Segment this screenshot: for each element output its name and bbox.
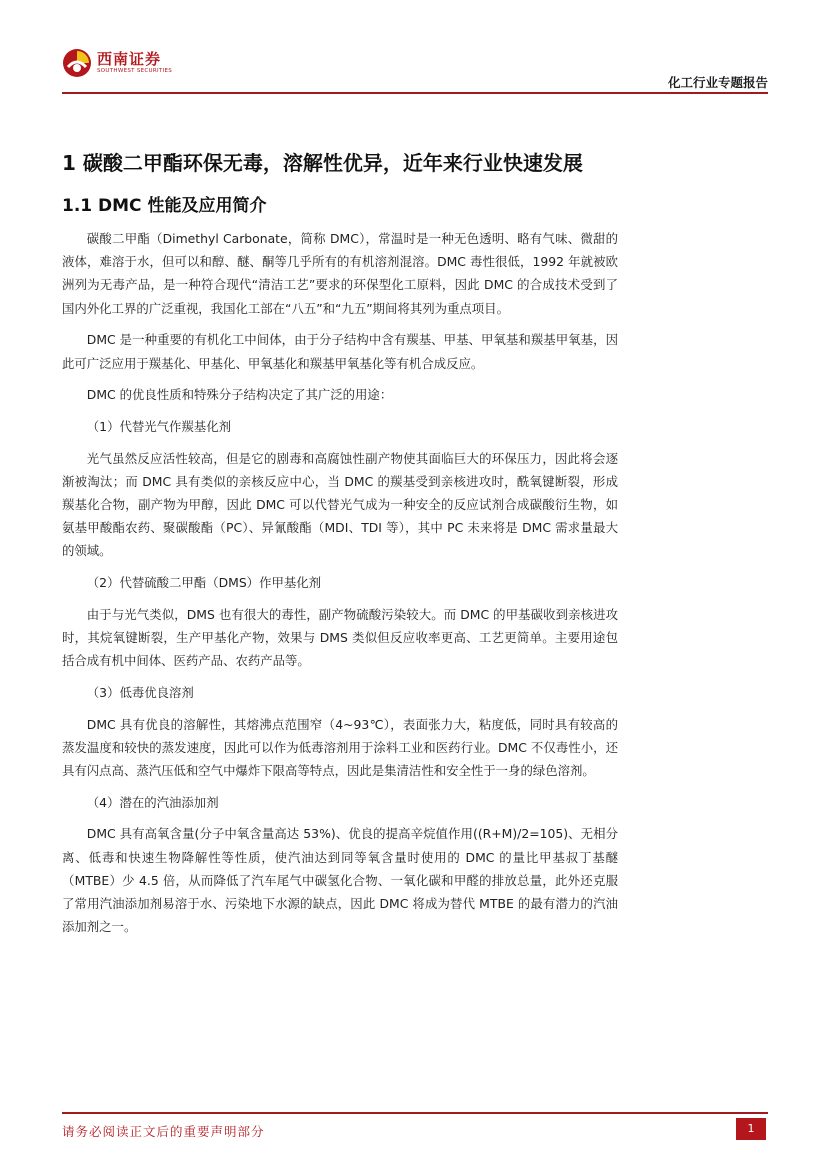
subsection-title: 1.1 DMC 性能及应用简介 bbox=[62, 196, 267, 216]
section-title: 1 碳酸二甲酯环保无毒，溶解性优异，近年来行业快速发展 bbox=[62, 151, 583, 175]
logo-name-en: SOUTHWEST SECURITIES bbox=[97, 67, 173, 74]
report-type-label: 化工行业专题报告 bbox=[667, 75, 768, 90]
paragraph: DMC 具有优良的溶解性，其熔沸点范围窄（4~93℃），表面张力大，粘度低，同时具有较高的蒸发温度和较快的蒸发速度，因此可以作为低毒溶剂用于涂料工业和医药行业。DMC 不仅毒性小，还具有闪点高、蒸汽压低和空气中爆炸下限高等特点，因此是集清洁性和安全性于一身的绿色溶剂。 bbox=[62, 716, 618, 779]
logo-emblem-icon bbox=[62, 48, 92, 78]
footer-divider bbox=[62, 1112, 768, 1114]
footer-disclaimer: 请务必阅读正文后的重要声明部分 bbox=[62, 1124, 265, 1139]
paragraph: DMC 的优良性质和特殊分子结构决定了其广泛的用途： bbox=[86, 387, 393, 403]
page-header bbox=[62, 48, 768, 94]
list-heading: （2）代替硫酸二甲酯（DMS）作甲基化剂 bbox=[86, 575, 322, 591]
header-divider bbox=[62, 92, 768, 94]
logo-name-cn: 西南证券 bbox=[97, 49, 162, 68]
paragraph: 碳酸二甲酯（Dimethyl Carbonate，简称 DMC），常温时是一种无色透明、略有气味、微甜的液体，难溶于水，但可以和醇、醚、酮等几乎所有的有机溶剂混溶。DMC 毒性很低，1992 年就被欧洲列为无毒产品，是一种符合现代“清洁工艺”要求的环保型化工原料，因此 DMC 的合成技术受到了国内外化工界的广泛重视，我国化工部在“八五”和“九五”期间将其列为重点项目。 bbox=[62, 231, 618, 316]
paragraph: DMC 具有高氧含量(分子中氧含量高达 53%)、优良的提高辛烷值作用((R+M)/2=105)、无相分离、低毒和快速生物降解性等性质，使汽油达到同等氧含量时使用的 DMC 的量比甲基叔丁基醚（MTBE）少 4.5 倍，从而降低了汽车尾气中碳氢化合物、一氧化碳和甲醛的排放总量，此外还克服了常用汽油添加剂易溶于水、污染地下水源的缺点，因此 DMC 将成为替代 MTBE 的最有潜力的汽油添加剂之一。 bbox=[62, 826, 618, 935]
list-heading: （1）代替光气作羰基化剂 bbox=[86, 418, 231, 434]
paragraph: 光气虽然反应活性较高，但是它的剧毒和高腐蚀性副产物使其面临巨大的环保压力，因此将会逐渐被淘汰；而 DMC 具有类似的亲核反应中心，当 DMC 的羰基受到亲核进攻时，酰氧键断裂，形成羰基化合物，副产物为甲醇，因此 DMC 可以代替光气成为一种安全的反应试剂合成碳酸衍生物，如氨基甲酸酯农药、聚碳酸酯（PC）、异氰酸酯（MDI、TDI 等），其中 PC 未来将是 DMC 需求量最大的领域。 bbox=[62, 450, 618, 559]
paragraph: 由于与光气类似，DMS 也有很大的毒性，副产物硫酸污染较大。而 DMC 的甲基碳收到亲核进攻时，其烷氧键断裂，生产甲基化产物，效果与 DMS 类似但反应收率更高、工艺更简单。主要用途包括合成有机中间体、医药产品、农药产品等。 bbox=[62, 606, 618, 669]
paragraph: DMC 是一种重要的有机化工中间体，由于分子结构中含有羰基、甲基、甲氧基和羰基甲氧基，因此可广泛应用于羰基化、甲基化、甲氧基化和羰基甲氧基化等有机合成反应。 bbox=[62, 332, 618, 371]
main-content bbox=[62, 148, 618, 947]
page-number: 1 bbox=[736, 1118, 766, 1140]
company-logo bbox=[62, 48, 172, 78]
list-heading: （3）低毒优良溶剂 bbox=[86, 684, 194, 700]
list-heading: （4）潜在的汽油添加剂 bbox=[86, 794, 219, 810]
